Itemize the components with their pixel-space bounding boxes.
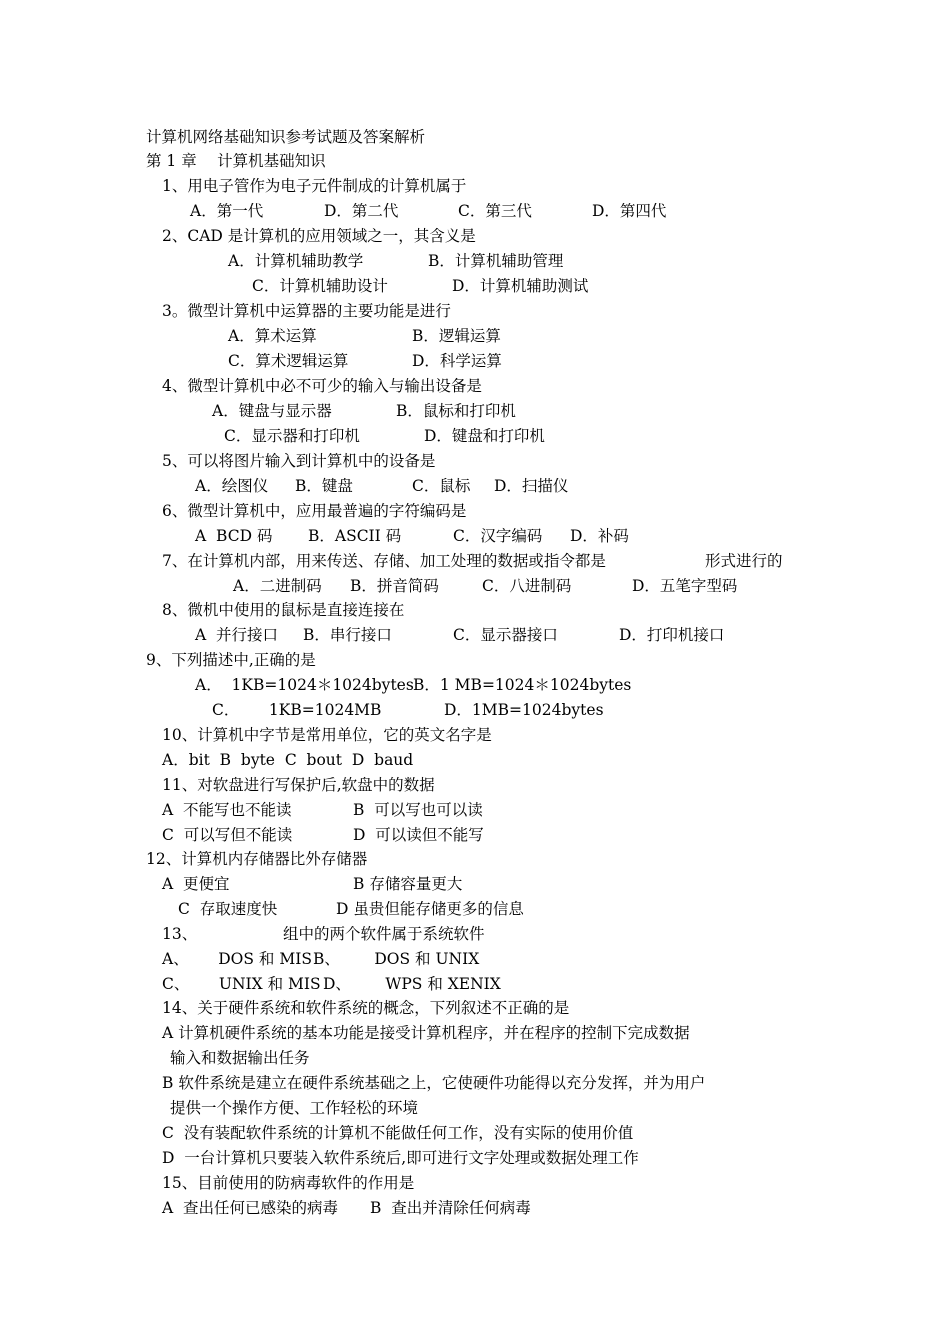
question-11-stem: 11、对软盘进行写保护后,软盘中的数据 [162, 776, 435, 794]
question-5-option-c: C．鼠标 [412, 477, 471, 495]
question-12-option-c: C 存取速度快 [178, 900, 278, 918]
question-8-option-c: C．显示器接口 [453, 626, 558, 644]
question-5-option-d: D．扫描仪 [494, 477, 569, 495]
question-14-option-a: A 计算机硬件系统的基本功能是接受计算机程序，并在程序的控制下完成数据 [162, 1024, 690, 1042]
question-1-option-b: D．第二代 [324, 202, 399, 220]
question-3-option-c: C．算术逻辑运算 [228, 352, 349, 370]
question-12-option-d: D 虽贵但能存储更多的信息 [336, 900, 524, 918]
question-13-option-a: A、 DOS 和 MIS [162, 950, 312, 968]
question-2-option-a: A．计算机辅助教学 [228, 252, 364, 270]
question-14-option-d: D 一台计算机只要装入软件系统后,即可进行文字处理或数据处理工作 [162, 1149, 639, 1167]
question-5-stem: 5、可以将图片输入到计算机中的设备是 [162, 452, 436, 470]
question-12-stem: 12、计算机内存储器比外存储器 [146, 850, 368, 868]
question-2-option-c: C．计算机辅助设计 [252, 277, 388, 295]
question-4-option-c: C．显示器和打印机 [224, 427, 360, 445]
question-1-stem: 1、用电子管作为电子元件制成的计算机属于 [162, 177, 467, 195]
question-3-option-a: A．算术运算 [228, 327, 317, 345]
question-9-option-a: A． 1KB=1024＊1024bytes [195, 676, 414, 694]
question-2-option-d: D．计算机辅助测试 [452, 277, 589, 295]
question-11-option-c: C 可以写但不能读 [162, 826, 293, 844]
question-8-option-a: A 并行接口 [195, 626, 279, 644]
question-14-stem: 14、关于硬件系统和软件系统的概念，下列叙述不正确的是 [162, 999, 570, 1017]
question-4-option-b: B．鼠标和打印机 [396, 402, 516, 420]
question-14-option-b-cont: 提供一个操作方便、工作轻松的环境 [170, 1099, 419, 1117]
question-9-option-c: C． 1KB=1024MB [212, 701, 382, 719]
question-4-stem: 4、微型计算机中必不可少的输入与输出设备是 [162, 377, 482, 395]
question-11-option-d: D 可以读但不能写 [353, 826, 484, 844]
question-5-option-a: A．绘图仪 [195, 477, 269, 495]
question-10-stem: 10、计算机中字节是常用单位，它的英文名字是 [162, 726, 492, 744]
chapter-heading: 第 1 章 计算机基础知识 [146, 152, 326, 170]
question-12-option-b: B 存储容量更大 [353, 875, 463, 893]
question-13-stem: 组中的两个软件属于系统软件 [283, 925, 485, 943]
question-2-option-b: B．计算机辅助管理 [428, 252, 564, 270]
document-title: 计算机网络基础知识参考试题及答案解析 [146, 128, 426, 146]
question-8-option-b: B．串行接口 [303, 626, 392, 644]
question-7-stem: 7、在计算机内部，用来传送、存储、加工处理的数据或指令都是 [162, 552, 606, 570]
question-11-option-a: A 不能写也不能读 [162, 801, 292, 819]
question-6-option-a: A BCD 码 [195, 527, 273, 545]
question-7-option-d: D．五笔字型码 [632, 577, 738, 595]
question-3-option-d: D．科学运算 [412, 352, 502, 370]
question-9-option-b: B．1 MB=1024＊1024bytes [413, 676, 632, 694]
question-15-stem: 15、目前使用的防病毒软件的作用是 [162, 1174, 415, 1192]
question-7-option-b: B．拼音简码 [350, 577, 439, 595]
question-14-option-a-cont: 输入和数据输出任务 [170, 1049, 310, 1067]
question-9-option-d: D．1MB=1024bytes [444, 701, 604, 719]
question-3-stem: 3。微型计算机中运算器的主要功能是进行 [162, 302, 451, 320]
question-4-option-a: A．键盘与显示器 [212, 402, 332, 420]
question-7-stem-tail: 形式进行的 [705, 552, 783, 570]
question-13-option-c: C、 UNIX 和 MIS [162, 975, 321, 993]
question-9-stem: 9、下列描述中,正确的是 [146, 651, 316, 669]
question-14-option-b: B 软件系统是建立在硬件系统基础之上，它使硬件功能得以充分发挥，并为用户 [162, 1074, 706, 1092]
question-8-stem: 8、微机中使用的鼠标是直接连接在 [162, 601, 405, 619]
question-13-number: 13、 [162, 925, 198, 943]
question-5-option-b: B．键盘 [295, 477, 353, 495]
question-15-option-b: B 查出并清除任何病毒 [370, 1199, 531, 1217]
question-6-option-b: B．ASCII 码 [308, 527, 402, 545]
question-1-option-c: C．第三代 [458, 202, 532, 220]
question-8-option-d: D．打印机接口 [619, 626, 725, 644]
question-4-option-d: D．键盘和打印机 [424, 427, 545, 445]
question-6-option-c: C．汉字编码 [453, 527, 543, 545]
question-11-option-b: B 可以写也可以读 [353, 801, 483, 819]
question-13-option-b: B、 DOS 和 UNIX [313, 950, 480, 968]
question-6-stem: 6、微型计算机中，应用最普遍的字符编码是 [162, 502, 467, 520]
question-14-option-c: C 没有装配软件系统的计算机不能做任何工作，没有实际的使用价值 [162, 1124, 634, 1142]
question-15-option-a: A 查出任何已感染的病毒 [162, 1199, 339, 1217]
question-7-option-c: C．八进制码 [482, 577, 572, 595]
question-7-option-a: A．二进制码 [233, 577, 322, 595]
question-12-option-a: A 更便宜 [162, 875, 230, 893]
question-1-option-d: D．第四代 [592, 202, 667, 220]
question-6-option-d: D．补码 [570, 527, 629, 545]
question-1-option-a: A．第一代 [190, 202, 264, 220]
question-13-option-d: D、 WPS 和 XENIX [323, 975, 501, 993]
question-3-option-b: B．逻辑运算 [412, 327, 501, 345]
question-10-options: A．bit B byte C bout D baud [162, 751, 414, 769]
question-2-stem: 2、CAD 是计算机的应用领域之一，其含义是 [162, 227, 476, 245]
